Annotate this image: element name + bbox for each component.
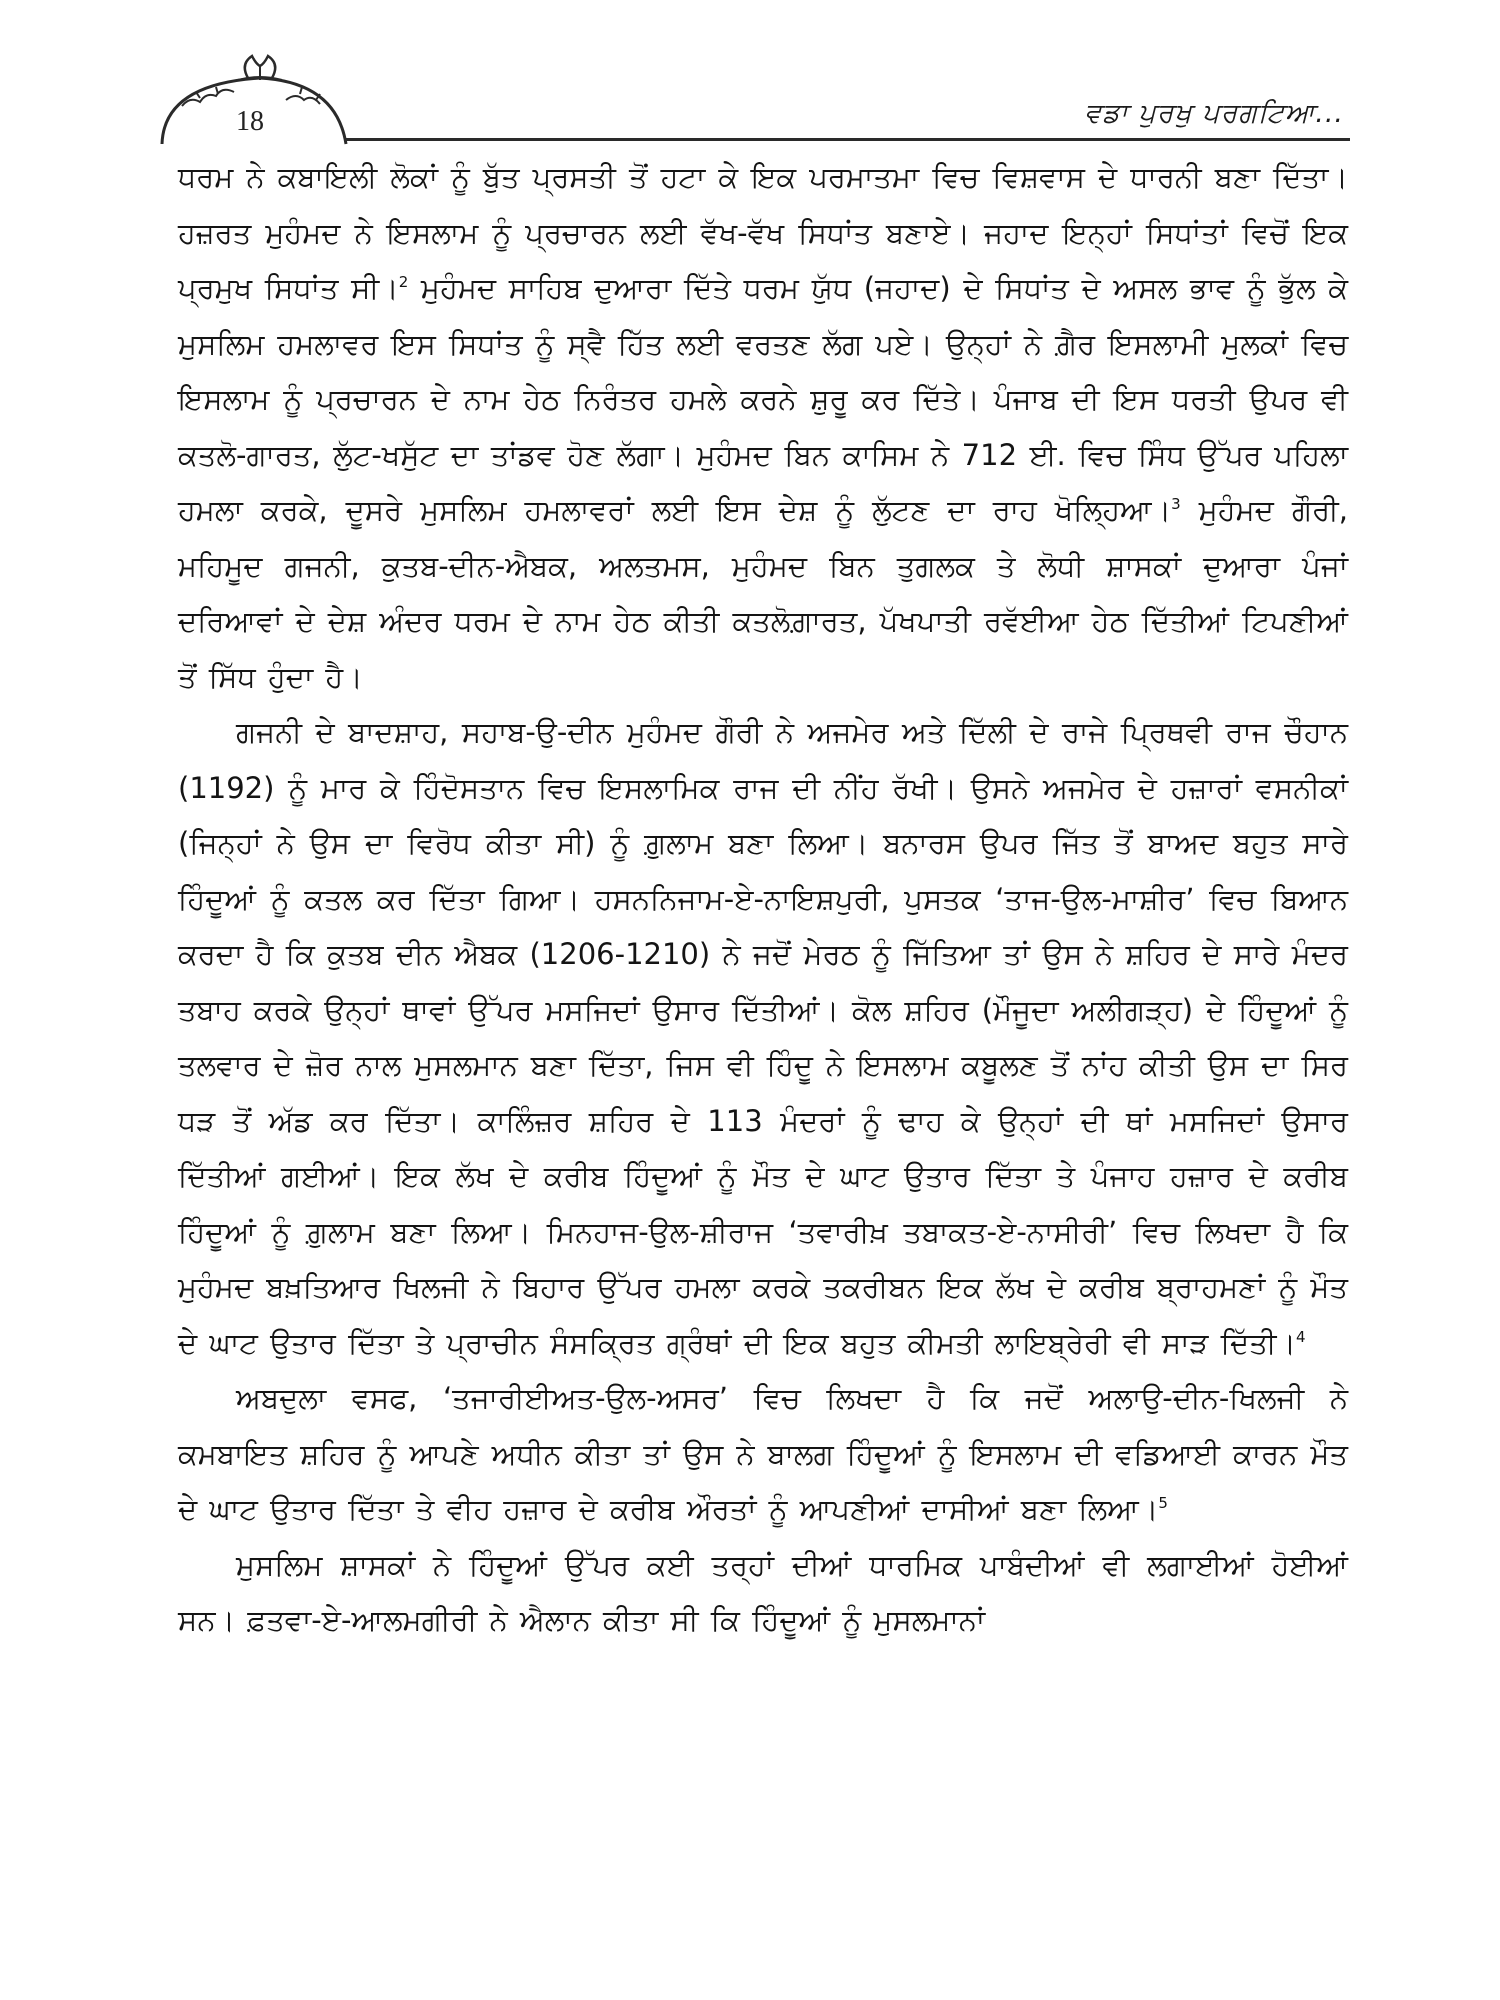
footnote-ref: 4: [1296, 1327, 1306, 1346]
text-segment: ਮੁਹੰਮਦ ਗੌਰੀ, ਮਹਿਮੂਦ ਗਜਨੀ, ਕੁਤਬ-ਦੀਨ-ਐਬਕ, ਅਲਤਮਸ, ਮੁਹੰਮਦ ਬਿਨ ਤੁਗਲਕ ਤੇ ਲੋਧੀ ਸ਼ਾਸਕਾਂ ਦੁਆਰਾ ਪੰਜਾਂ ਦਰਿਆਵਾਂ ਦੇ ਦੇਸ਼ ਅੰਦਰ ਧਰਮ ਦੇ ਨਾਮ ਹੇਠ ਕੀਤੀ ਕਤਲੋਗ਼ਾਰਤ, ਪੱਖਪਾਤੀ ਰਵੱਈਆ ਹੇਠ ਦਿੱਤੀਆਂ ਟਿਪਣੀਆਂ ਤੋਂ ਸਿੱਧ ਹੁੰਦਾ ਹੈ।: [178, 493, 1348, 694]
text-segment: ਧਰਮ ਨੇ ਕਬਾਇਲੀ ਲੋਕਾਂ ਨੂੰ ਬੁੱਤ ਪ੍ਰਸਤੀ ਤੋਂ ਹਟਾ ਕੇ ਇਕ ਪਰਮਾਤਮਾ ਵਿਚ ਵਿਸ਼ਵਾਸ ਦੇ ਧਾਰਨੀ ਬਣਾ ਦਿੱਤਾ। ਹਜ਼ਰਤ ਮੁਹੰਮਦ ਨੇ ਇਸਲਾਮ ਨੂੰ ਪ੍ਰਚਾਰਨ ਲਈ ਵੱਖ-ਵੱਖ ਸਿਧਾਂਤ ਬਣਾਏ। ਜਹਾਦ ਇਨ੍ਹਾਂ ਸਿਧਾਂਤਾਂ ਵਿਚੋਂ ਇਕ ਪ੍ਰਮੁਖ ਸਿਧਾਂਤ ਸੀ।: [178, 160, 1348, 305]
paragraph: [178, 1538, 1348, 1649]
body-text: [178, 150, 1348, 1649]
header-rule: [345, 138, 1350, 141]
footnote-ref: 5: [1158, 1494, 1168, 1512]
text-segment: ਮੁਸਲਿਮ ਸ਼ਾਸਕਾਂ ਨੇ ਹਿੰਦੂਆਂ ਉੱਪਰ ਕਈ ਤਰ੍ਹਾਂ ਦੀਆਂ ਧਾਰਮਿਕ ਪਾਬੰਦੀਆਂ ਵੀ ਲਗਾਈਆਂ ਹੋਈਆਂ ਸਨ। ਫ਼ਤਵਾ-ਏ-ਆਲਮਗੀਰੀ ਨੇ ਐਲਾਨ ਕੀਤਾ ਸੀ ਕਿ ਹਿੰਦੂਆਂ ਨੂੰ ਮੁਸਲਮਾਨਾਂ: [178, 1547, 1348, 1637]
text-segment: ਅਬਦੁਲਾ ਵਸਫ, ‘ਤਜਾਰੀਈਅਤ-ਉਲ-ਅਸਰ’ ਵਿਚ ਲਿਖਦਾ ਹੈ ਕਿ ਜਦੋਂ ਅਲਾਉ-ਦੀਨ-ਖਿਲਜੀ ਨੇ ਕਮਬਾਇਤ ਸ਼ਹਿਰ ਨੂੰ ਆਪਣੇ ਅਧੀਨ ਕੀਤਾ ਤਾਂ ਉਸ ਨੇ ਬਾਲਗ ਹਿੰਦੂਆਂ ਨੂੰ ਇਸਲਾਮ ਦੀ ਵਡਿਆਈ ਕਾਰਨ ਮੌਤ ਦੇ ਘਾਟ ਉਤਾਰ ਦਿੱਤਾ ਤੇ ਵੀਹ ਹਜ਼ਾਰ ਦੇ ਕਰੀਬ ਔਰਤਾਂ ਨੂੰ ਆਪਣੀਆਂ ਦਾਸੀਆਂ ਬਣਾ ਲਿਆ।: [178, 1381, 1348, 1526]
paragraph: [178, 705, 1348, 1371]
page-number: 18: [236, 106, 264, 137]
text-segment: ਮੁਹੰਮਦ ਸਾਹਿਬ ਦੁਆਰਾ ਦਿੱਤੇ ਧਰਮ ਯੁੱਧ (ਜਹਾਦ) ਦੇ ਸਿਧਾਂਤ ਦੇ ਅਸਲ ਭਾਵ ਨੂੰ ਭੁੱਲ ਕੇ ਮੁਸਲਿਮ ਹਮਲਾਵਰ ਇਸ ਸਿਧਾਂਤ ਨੂੰ ਸ੍ਵੈ ਹਿੱਤ ਲਈ ਵਰਤਣ ਲੱਗ ਪਏ। ਉਨ੍ਹਾਂ ਨੇ ਗ਼ੈਰ ਇਸਲਾਮੀ ਮੁਲਕਾਂ ਵਿਚ ਇਸਲਾਮ ਨੂੰ ਪ੍ਰਚਾਰਨ ਦੇ ਨਾਮ ਹੇਠ ਨਿਰੰਤਰ ਹਮਲੇ ਕਰਨੇ ਸ਼ੁਰੂ ਕਰ ਦਿੱਤੇ। ਪੰਜਾਬ ਦੀ ਇਸ ਧਰਤੀ ਉਪਰ ਵੀ ਕਤਲੋ-ਗਾਰਤ, ਲੁੱਟ-ਖਸੁੱਟ ਦਾ ਤਾਂਡਵ ਹੋਣ ਲੱਗਾ। ਮੁਹੰਮਦ ਬਿਨ ਕਾਸਿਮ ਨੇ 712 ਈ. ਵਿਚ ਸਿੰਧ ਉੱਪਰ ਪਹਿਲਾ ਹਮਲਾ ਕਰਕੇ, ਦੂਸਰੇ ਮੁਸਲਿਮ ਹਮਲਾਵਰਾਂ ਲਈ ਇਸ ਦੇਸ਼ ਨੂੰ ਲੁੱਟਣ ਦਾ ਰਾਹ ਖੋਲ੍ਹਿਆ।: [178, 271, 1349, 527]
footnote-ref: 3: [1171, 495, 1181, 513]
text-segment: ਗਜਨੀ ਦੇ ਬਾਦਸ਼ਾਹ, ਸਹਾਬ-ਉ-ਦੀਨ ਮੁਹੰਮਦ ਗੌਰੀ ਨੇ ਅਜਮੇਰ ਅਤੇ ਦਿੱਲੀ ਦੇ ਰਾਜੇ ਪ੍ਰਿਥਵੀ ਰਾਜ ਚੌਹਾਨ (1192) ਨੂੰ ਮਾਰ ਕੇ ਹਿੰਦੋਸਤਾਨ ਵਿਚ ਇਸਲਾਮਿਕ ਰਾਜ ਦੀ ਨੀਂਹ ਰੱਖੀ। ਉਸਨੇ ਅਜਮੇਰ ਦੇ ਹਜ਼ਾਰਾਂ ਵਸਨੀਕਾਂ (ਜਿਨ੍ਹਾਂ ਨੇ ਉਸ ਦਾ ਵਿਰੋਧ ਕੀਤਾ ਸੀ) ਨੂੰ ਗ਼ੁਲਾਮ ਬਣਾ ਲਿਆ। ਬਨਾਰਸ ਉਪਰ ਜਿੱਤ ਤੋਂ ਬਾਅਦ ਬਹੁਤ ਸਾਰੇ ਹਿੰਦੂਆਂ ਨੂੰ ਕਤਲ ਕਰ ਦਿੱਤਾ ਗਿਆ। ਹਸਨਨਿਜਾਮ-ਏ-ਨਾਇਸ਼ਪੁਰੀ, ਪੁਸਤਕ ‘ਤਾਜ-ਉਲ-ਮਾਸ਼ੀਰ’ ਵਿਚ ਬਿਆਨ ਕਰਦਾ ਹੈ ਕਿ ਕੁਤਬ ਦੀਨ ਐਬਕ (1206-1210) ਨੇ ਜਦੋਂ ਮੇਰਠ ਨੂੰ ਜਿੱਤਿਆ ਤਾਂ ਉਸ ਨੇ ਸ਼ਹਿਰ ਦੇ ਸਾਰੇ ਮੰਦਰ ਤਬਾਹ ਕਰਕੇ ਉਨ੍ਹਾਂ ਥਾਵਾਂ ਉੱਪਰ ਮਸਜਿਦਾਂ ਉਸਾਰ ਦਿੱਤੀਆਂ। ਕੋਲ ਸ਼ਹਿਰ (ਮੌਜੂਦਾ ਅਲੀਗੜ੍ਹ) ਦੇ ਹਿੰਦੂਆਂ ਨੂੰ ਤਲਵਾਰ ਦੇ ਜ਼ੋਰ ਨਾਲ ਮੁਸਲਮਾਨ ਬਣਾ ਦਿੱਤਾ, ਜਿਸ ਵੀ ਹਿੰਦੂ ਨੇ ਇਸਲਾਮ ਕਬੂਲਣ ਤੋਂ ਨਾਂਹ ਕੀਤੀ ਉਸ ਦਾ ਸਿਰ ਧੜ ਤੋਂ ਅੱਡ ਕਰ ਦਿੱਤਾ। ਕਾਲਿੰਜ਼ਰ ਸ਼ਹਿਰ ਦੇ 113 ਮੰਦਰਾਂ ਨੂੰ ਢਾਹ ਕੇ ਉਨ੍ਹਾਂ ਦੀ ਥਾਂ ਮਸਜਿਦਾਂ ਉਸਾਰ ਦਿੱਤੀਆਂ ਗਈਆਂ। ਇਕ ਲੱਖ ਦੇ ਕਰੀਬ ਹਿੰਦੂਆਂ ਨੂੰ ਮੌਤ ਦੇ ਘਾਟ ਉਤਾਰ ਦਿੱਤਾ ਤੇ ਪੰਜਾਹ ਹਜ਼ਾਰ ਦੇ ਕਰੀਬ ਹਿੰਦੂਆਂ ਨੂੰ ਗ਼ੁਲਾਮ ਬਣਾ ਲਿਆ। ਮਿਨਹਾਜ-ਉਲ-ਸ਼ੀਰਾਜ ‘ਤਵਾਰੀਖ਼ ਤਬਾਕਤ-ਏ-ਨਾਸੀਰੀ’ ਵਿਚ ਲਿਖਦਾ ਹੈ ਕਿ ਮੁਹੰਮਦ ਬਖ਼ਤਿਆਰ ਖਿਲਜੀ ਨੇ ਬਿਹਾਰ ਉੱਪਰ ਹਮਲਾ ਕਰਕੇ ਤਕਰੀਬਨ ਇਕ ਲੱਖ ਦੇ ਕਰੀਬ ਬ੍ਰਾਹਮਣਾਂ ਨੂੰ ਮੌਤ ਦੇ ਘਾਟ ਉਤਾਰ ਦਿੱਤਾ ਤੇ ਪ੍ਰਾਚੀਨ ਸੰਸਕ੍ਰਿਤ ਗ੍ਰੰਥਾਂ ਦੀ ਇਕ ਬਹੁਤ ਕੀਮਤੀ ਲਾਇਬ੍ਰੇਰੀ ਵੀ ਸਾੜ ਦਿੱਤੀ।: [178, 715, 1348, 1360]
running-title: ਵਡਾ ਪੁਰਖੁ ਪਰਗਟਿਆ...: [1084, 98, 1344, 129]
paragraph: [178, 150, 1348, 705]
paragraph: [178, 1371, 1348, 1538]
page-header: [160, 48, 1350, 148]
footnote-ref: 2: [398, 273, 409, 291]
